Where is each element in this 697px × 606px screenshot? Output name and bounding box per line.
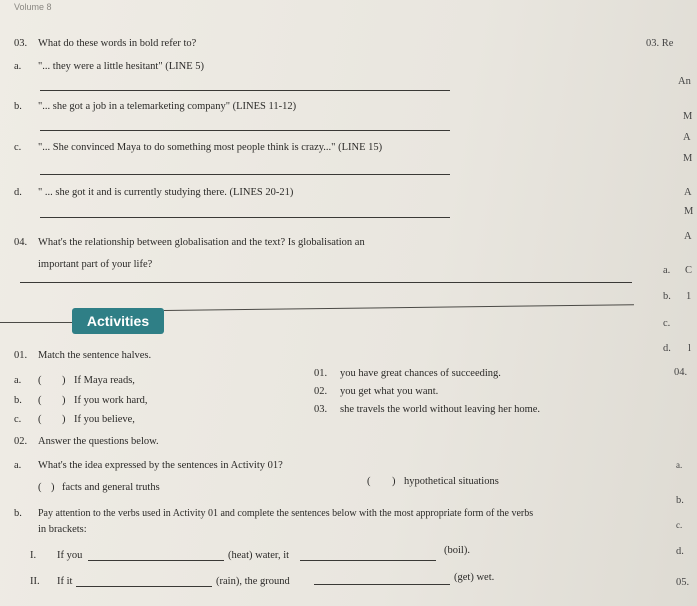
right-page-item-a: a. xyxy=(663,265,671,276)
right-page-item-b-text: 1 xyxy=(686,291,692,302)
question-03-title: What do these words in bold refer to? xyxy=(38,38,197,49)
match-left-a-open-paren[interactable]: ( xyxy=(38,375,42,386)
match-left-b-open-paren[interactable]: ( xyxy=(38,395,42,406)
q03-answer-line-a[interactable] xyxy=(40,90,450,91)
q03-answer-line-b[interactable] xyxy=(40,130,450,131)
question-04-number: 04. xyxy=(14,237,28,248)
match-left-b-letter: b. xyxy=(14,395,22,406)
page-header: Volume 8 xyxy=(14,2,52,12)
right-page-text-7: A xyxy=(684,231,692,242)
match-left-a-letter: a. xyxy=(14,375,22,386)
right-page-text-1: An xyxy=(678,76,691,87)
right-page-d2: d. xyxy=(676,546,684,557)
option-hypothetical-close-paren: ) xyxy=(392,476,396,487)
match-right-03-number: 03. xyxy=(314,404,328,415)
sentence-2-blank-2[interactable] xyxy=(314,584,450,585)
option-facts-open-paren[interactable]: ( xyxy=(38,482,42,493)
sentence-1-part-a: If you xyxy=(57,550,83,561)
q03-item-c-letter: c. xyxy=(14,142,22,153)
match-left-a-close-paren: ) xyxy=(62,375,66,386)
activity-01-number: 01. xyxy=(14,350,28,361)
right-page-text-3: A xyxy=(683,132,691,143)
activity-02-b-instruction: Pay attention to the verbs used in Activity 01 and complete the sentences below with the most appropriate form of the verbs xyxy=(38,508,534,519)
q03-item-b-letter: b. xyxy=(14,101,22,112)
q03-item-d-text: " ... she got it and is currently studying there. (LINES 20-21) xyxy=(38,187,294,198)
match-left-b-close-paren: ) xyxy=(62,395,66,406)
q03-item-d-letter: d. xyxy=(14,187,22,198)
question-03-number: 03. xyxy=(14,38,28,49)
activities-badge: Activities xyxy=(72,308,164,334)
q04-answer-line-1[interactable] xyxy=(20,282,632,283)
question-04-text-line1: What's the relationship between globalisation and the text? Is globalisation an xyxy=(38,237,365,248)
right-page-item-d-text: l xyxy=(688,343,691,354)
right-page-text-5: A xyxy=(684,187,692,198)
right-page-a2: a. xyxy=(676,460,683,470)
match-left-c-close-paren: ) xyxy=(62,414,66,425)
q03-item-c-text: "... She convinced Maya to do something most people think is crazy..." (LINE 15) xyxy=(38,142,383,153)
right-page-q04: 04. xyxy=(674,367,688,378)
right-page-q05: 05. xyxy=(676,577,690,588)
match-right-03-text: she travels the world without leaving her home. xyxy=(340,404,541,415)
right-page-item-a-text: C xyxy=(685,265,693,276)
sentence-1-part-c: (boil). xyxy=(444,545,470,556)
match-left-a-text: If Maya reads, xyxy=(74,375,135,386)
sentence-2-part-b: (rain), the ground xyxy=(216,576,290,587)
activity-02-a-question: What's the idea expressed by the sentences in Activity 01? xyxy=(38,460,283,471)
option-hypothetical-open-paren[interactable]: ( xyxy=(367,476,371,487)
sentence-1-part-b: (heat) water, it xyxy=(228,550,290,561)
right-page-item-d: d. xyxy=(663,343,671,354)
activity-02-b-instruction-cont: in brackets: xyxy=(38,524,87,535)
sentence-2-number: II. xyxy=(30,576,40,587)
match-left-c-text: If you believe, xyxy=(74,414,135,425)
right-page-c2: c. xyxy=(676,520,683,530)
match-left-c-letter: c. xyxy=(14,414,22,425)
sentence-1-number: I. xyxy=(30,550,37,561)
match-right-01-number: 01. xyxy=(314,368,328,379)
match-left-c-open-paren[interactable]: ( xyxy=(38,414,42,425)
activities-rule-right xyxy=(164,304,634,311)
activity-01-title: Match the sentence halves. xyxy=(38,350,152,361)
activities-rule-left xyxy=(0,322,72,323)
q03-item-a-letter: a. xyxy=(14,61,22,72)
sentence-2-part-a: If it xyxy=(57,576,73,587)
sentence-1-blank-1[interactable] xyxy=(88,560,224,561)
sentence-2-part-c: (get) wet. xyxy=(454,572,495,583)
match-left-b-text: If you work hard, xyxy=(74,395,148,406)
sentence-1-blank-2[interactable] xyxy=(300,560,436,561)
right-page-text-2: M xyxy=(683,111,693,122)
sentence-2-blank-1[interactable] xyxy=(76,586,212,587)
match-right-01-text: you have great chances of succeeding. xyxy=(340,368,501,379)
right-page-item-c: c. xyxy=(663,318,671,329)
match-right-02-number: 02. xyxy=(314,386,328,397)
q03-answer-line-d[interactable] xyxy=(40,217,450,218)
right-page-item-b: b. xyxy=(663,291,671,302)
right-page-b2: b. xyxy=(676,495,684,506)
activity-02-number: 02. xyxy=(14,436,28,447)
option-facts-label: facts and general truths xyxy=(62,482,160,493)
q03-item-a-text: "... they were a little hesitant" (LINE 5) xyxy=(38,61,205,72)
activity-02-a-letter: a. xyxy=(14,460,22,471)
activity-02-title: Answer the questions below. xyxy=(38,436,159,447)
q03-item-b-text: "... she got a job in a telemarketing company" (LINES 11-12) xyxy=(38,101,297,112)
activity-02-b-letter: b. xyxy=(14,508,22,519)
question-04-text-line2: important part of your life? xyxy=(38,259,153,270)
match-right-02-text: you get what you want. xyxy=(340,386,439,397)
q03-answer-line-c[interactable] xyxy=(40,174,450,175)
right-page-q03: 03. Re xyxy=(646,38,674,49)
option-facts-close-paren: ) xyxy=(51,482,55,493)
option-hypothetical-label: hypothetical situations xyxy=(404,476,499,487)
right-page-text-6: M xyxy=(684,206,694,217)
right-page-text-4: M xyxy=(683,153,693,164)
